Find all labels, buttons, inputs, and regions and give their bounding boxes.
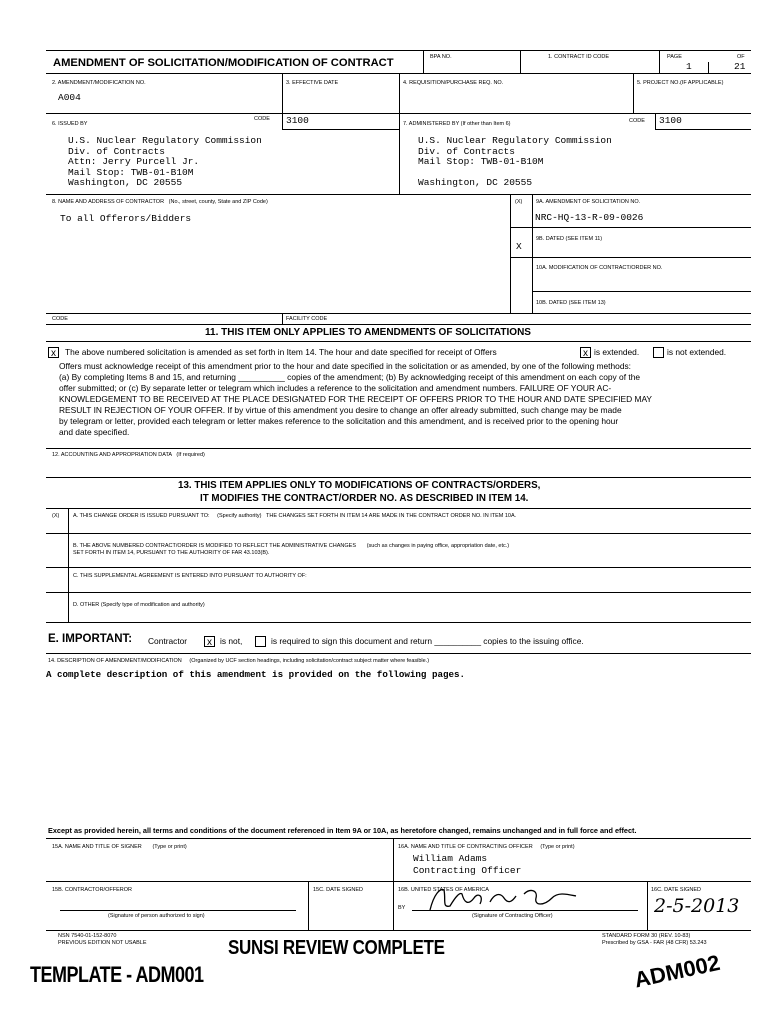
sf-line-2: Prescribed by GSA - FAR (48 CFR) 53.243 <box>602 940 707 946</box>
item10a-label: 10A. MODIFICATION OF CONTRACT/ORDER NO. <box>536 265 663 271</box>
sunsi-stamp: SUNSI REVIEW COMPLETE <box>228 936 445 959</box>
item12-label <box>52 452 205 458</box>
code-label: CODE <box>52 316 68 322</box>
item13-b-text: B. THE ABOVE NUMBERED CONTRACT/ORDER IS MODIFIED TO REFLECT THE ADMINISTRATIVE CHANGES <box>73 543 356 549</box>
extended-label: is extended. <box>594 347 640 357</box>
important-contractor: Contractor <box>148 636 188 646</box>
admin-line: U.S. Nuclear Regulatory Commission <box>418 135 612 146</box>
contractor-value: To all Offerors/Bidders <box>60 213 192 224</box>
issued-code-value: 3100 <box>286 115 309 126</box>
contract-id-label: 1. CONTRACT ID CODE <box>548 54 610 60</box>
except-clause: Except as provided herein, all terms and conditions of the document referenced in Item 9A or 10A, as heretofore changed, remains unchanged and in full force and effect. <box>48 826 637 835</box>
is-not-checkbox[interactable]: x <box>204 636 215 647</box>
amendment-no-label: 2. AMENDMENT/MODIFICATION NO. <box>52 80 146 86</box>
is-required-label: is required to sign this document and return __________ copies to the issuing office. <box>271 636 584 646</box>
admin-line: Mail Stop: TWB-01-B10M <box>418 156 544 167</box>
administered-by-note: (If other than Item 6) <box>460 121 511 127</box>
officer-label-text: 16A. NAME AND TITLE OF CONTRACTING OFFICER <box>398 844 533 850</box>
item11-amended-checkbox[interactable]: x <box>48 347 59 358</box>
nsn-line-2: PREVIOUS EDITION NOT USABLE <box>58 940 147 946</box>
admin-line: Washington, DC 20555 <box>418 177 533 188</box>
officer-title: Contracting Officer <box>413 865 522 876</box>
page-number: 1 <box>686 61 692 72</box>
not-extended-label: is not extended. <box>667 347 727 357</box>
item13-d-text: D. OTHER <box>73 602 100 608</box>
form-title: AMENDMENT OF SOLICITATION/MODIFICATION OF CONTRACT <box>53 57 394 69</box>
contractor-label-text: 8. NAME AND ADDRESS OF CONTRACTOR <box>52 199 165 205</box>
item14-label-text: 14. DESCRIPTION OF AMENDMENT/MODIFICATION <box>48 658 182 664</box>
item13-c: C. THIS SUPPLEMENTAL AGREEMENT IS ENTERED INTO PURSUANT TO AUTHORITY OF: <box>73 573 307 579</box>
nsn-line-1: NSN 7540-01-152-8070 <box>58 933 117 939</box>
important-label: E. IMPORTANT: <box>48 633 133 645</box>
issued-line: Attn: Jerry Purcell Jr. <box>68 156 200 167</box>
issued-line: U.S. Nuclear Regulatory Commission <box>68 135 262 146</box>
issued-line: Div. of Contracts <box>68 145 165 157</box>
officer-name: William Adams <box>413 853 488 864</box>
admin-code-label: CODE <box>629 118 645 124</box>
item13-x-label: (X) <box>52 513 60 519</box>
of-label: OF <box>737 54 745 60</box>
item13-a-note: (Specify authority) <box>217 513 262 519</box>
usa-label: 16B. UNITED STATES OF AMERICA <box>398 887 489 893</box>
page-label: PAGE <box>667 54 682 60</box>
date-signed-value: 2-5-2013 <box>654 895 740 917</box>
item11-instructions <box>59 361 652 438</box>
item11-line: offer submitted; or (c) By separate letter or telegram which includes a reference to the solicitation and amendment numbers. FAILURE OF YOUR AC- <box>59 383 612 393</box>
item13-a <box>73 513 516 519</box>
project-no-label: 5. PROJECT NO.(IF APPLICABLE) <box>637 80 724 86</box>
is-not-label: is not, <box>220 636 243 646</box>
facility-code-label: FACILITY CODE <box>286 316 328 322</box>
administered-by-label <box>403 121 511 127</box>
item13-b-line1 <box>73 543 509 549</box>
item10b-label: 10B. DATED (SEE ITEM 13) <box>536 300 606 306</box>
officer-signature <box>420 884 590 914</box>
item13-heading-1: 13. THIS ITEM APPLIES ONLY TO MODIFICATIONS OF CONTRACTS/ORDERS, <box>178 480 541 491</box>
amendment-no-value: A004 <box>58 92 81 103</box>
sig-person-caption: (Signature of person authorized to sign) <box>108 913 205 919</box>
item13-b-line2: SET FORTH IN ITEM 14, PURSUANT TO THE AUTHORITY OF FAR 43.103(B). <box>73 550 270 556</box>
item11-line: and date specified. <box>59 427 130 437</box>
officer-note: (Type or print) <box>540 844 575 850</box>
issued-by-label: 6. ISSUED BY <box>52 121 88 127</box>
issued-line: Mail Stop: TWB-01-B10M <box>68 166 194 178</box>
item11-line: RESULT IN REJECTION OF YOUR OFFER. If by virtue of this amendment you desire to change an offer already submitted, such change may be made <box>59 405 622 415</box>
item13-d-note: (Specify type of modification and authority) <box>100 602 205 608</box>
item11-line: by telegram or letter, provided each telegram or letter makes reference to the solicitation and this amendment, and is received prior to the opening hour <box>59 416 619 426</box>
administered-by-text: 7. ADMINISTERED BY <box>403 121 460 127</box>
is-required-checkbox[interactable] <box>255 636 266 647</box>
item11-heading: 11. THIS ITEM ONLY APPLIES TO AMENDMENTS OF SOLICITATIONS <box>205 327 531 338</box>
item13-b-note: (such as changes in paying office, appropriation date, etc.) <box>366 543 510 549</box>
item14-label <box>48 658 429 664</box>
item12-label-text: 12. ACCOUNTING AND APPROPRIATION DATA <box>52 452 172 458</box>
officer-label <box>398 844 575 850</box>
admin-line: Div. of Contracts <box>418 145 515 157</box>
signer-note: (Type or print) <box>152 844 187 850</box>
item14-value: A complete description of this amendment is provided on the following pages. <box>46 669 466 680</box>
contractor-note: (No., street, county, State and ZIP Code) <box>168 199 268 205</box>
item13-a-text: A. THIS CHANGE ORDER IS ISSUED PURSUANT TO: <box>73 513 210 519</box>
item9a-value: NRC-HQ-13-R-09-0026 <box>535 212 644 223</box>
contractor-label <box>52 199 268 205</box>
bpa-label: BPA NO. <box>430 54 452 60</box>
adm-stamp: ADM002 <box>632 949 723 993</box>
admin-code-value: 3100 <box>659 115 682 126</box>
not-extended-checkbox[interactable] <box>653 347 664 358</box>
signer-label-text: 15A. NAME AND TITLE OF SIGNER <box>52 844 142 850</box>
template-stamp: TEMPLATE - ADM001 <box>30 962 204 987</box>
item9-x-mark: X <box>516 241 522 252</box>
issued-code-label: CODE <box>254 116 270 122</box>
item13-a-tail: THE CHANGES SET FORTH IN ITEM 14 ARE MADE IN THE CONTRACT ORDER NO. IN ITEM 10A. <box>265 513 517 519</box>
extended-checkbox[interactable]: x <box>580 347 591 358</box>
item11-line: Offers must acknowledge receipt of this amendment prior to the hour and date specified in the solicitation or as amended, by one of the following methods: <box>59 361 631 371</box>
item11-line: KNOWLEDGEMENT TO BE RECEIVED AT THE PLACE DESIGNATED FOR THE RECEIPT OF OFFERS PRIOR TO THE HOUR AND DATE SPECIFIED MAY <box>59 394 653 404</box>
page-total: 21 <box>734 61 746 72</box>
administered-by-address <box>418 136 612 189</box>
x-column-label: (X) <box>515 199 523 205</box>
sf-line-1: STANDARD FORM 30 (REV. 10-83) <box>602 933 691 939</box>
item11-line: (a) By completing Items 8 and 15, and returning __________ copies of the amendment; (b) By acknowledging receipt of this amendment on each copy of the <box>59 372 641 382</box>
effective-date-label: 3. EFFECTIVE DATE <box>286 80 339 86</box>
contractor-offeror-label: 15B. CONTRACTOR/OFFEROR <box>52 887 132 893</box>
item11-line1: The above numbered solicitation is amended as set forth in Item 14. The hour and date specified for receipt of Offers <box>65 347 497 357</box>
requisition-label: 4. REQUISITION/PURCHASE REQ. NO. <box>403 80 504 86</box>
item13-heading-2: IT MODIFIES THE CONTRACT/ORDER NO. AS DESCRIBED IN ITEM 14. <box>200 493 529 504</box>
date-signed-16c-label: 16C. DATE SIGNED <box>651 887 702 893</box>
item9a-label: 9A. AMENDMENT OF SOLICITATION NO. <box>536 199 641 205</box>
item14-note: (Organized by UCF section headings, including solicitation/contract subject matter where feasible.) <box>189 658 430 664</box>
item12-note: (If required) <box>176 452 205 458</box>
date-signed-15c-label: 15C. DATE SIGNED <box>313 887 364 893</box>
signer-label <box>52 844 187 850</box>
item13-d <box>73 602 205 608</box>
item9b-label: 9B. DATED (SEE ITEM 11) <box>536 236 603 242</box>
sig-officer-caption: (Signature of Contracting Officer) <box>472 913 553 919</box>
issued-line: Washington, DC 20555 <box>68 177 183 188</box>
issued-by-address <box>68 136 262 189</box>
by-label: BY <box>398 905 406 911</box>
